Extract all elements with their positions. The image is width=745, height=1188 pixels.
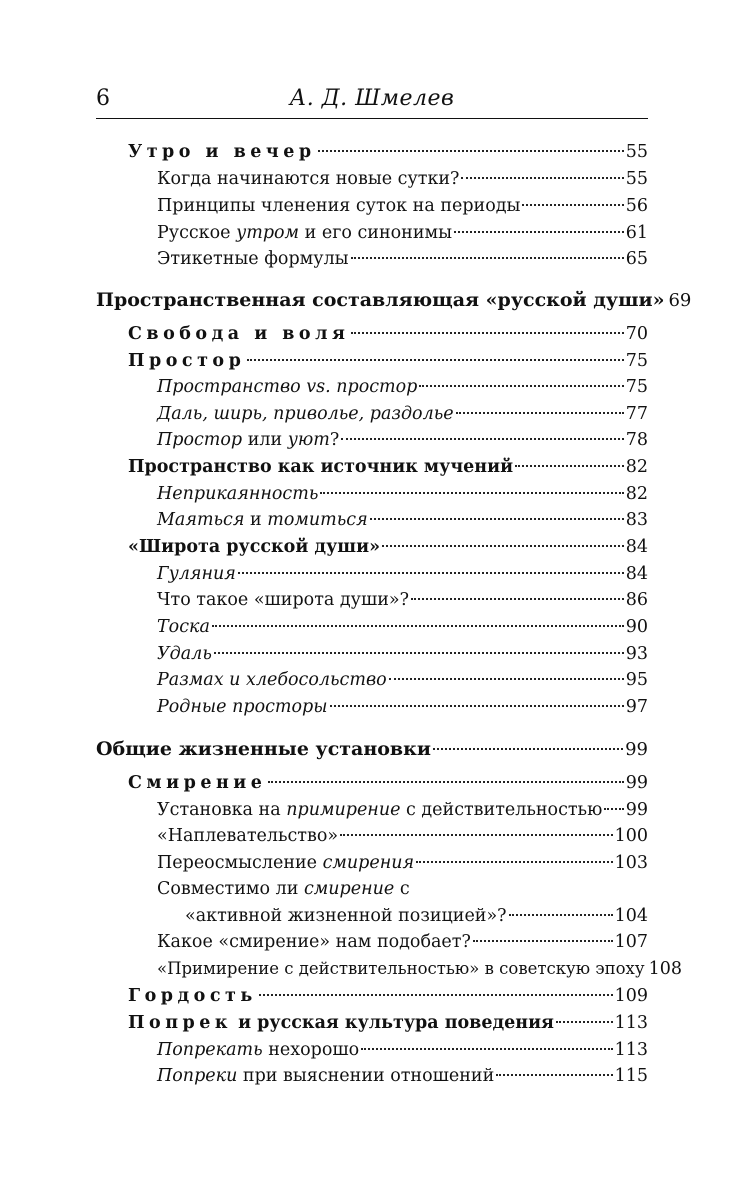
toc-leader-dots bbox=[341, 438, 623, 440]
toc-entry-title: «Примирение с действительностью» в советскую эпоху bbox=[157, 959, 645, 978]
toc-entry-page: 61 bbox=[625, 223, 648, 243]
title-part: и bbox=[244, 510, 268, 530]
toc-leader-dots bbox=[340, 834, 613, 836]
toc-entry-page: 84 bbox=[625, 537, 648, 557]
toc-entry-title: Пространство vs. простор bbox=[157, 377, 418, 397]
title-part: с bbox=[394, 879, 410, 899]
toc-entry-title bbox=[157, 876, 410, 902]
title-part: при выяснении отношений bbox=[237, 1066, 495, 1086]
title-part-italic: утром bbox=[236, 223, 300, 243]
toc-leader-dots bbox=[522, 204, 623, 206]
toc-leader-dots bbox=[351, 257, 624, 259]
title-part-italic: Попрекать bbox=[157, 1040, 263, 1060]
toc-entry-title: Свобода и воля bbox=[128, 324, 350, 344]
toc-leader-dots bbox=[382, 545, 624, 547]
toc-entry-title: Даль, ширь, приволье, раздолье bbox=[157, 404, 454, 424]
toc-entry-page: 107 bbox=[614, 932, 648, 952]
toc-entry-title: Простор bbox=[128, 351, 246, 371]
toc-entry-page: 55 bbox=[625, 169, 648, 189]
toc-entry[interactable] bbox=[128, 321, 648, 347]
toc-leader-dots bbox=[461, 177, 623, 179]
page-header bbox=[96, 82, 648, 119]
toc-entry-title bbox=[157, 427, 339, 453]
toc-entry-page: 83 bbox=[625, 510, 648, 530]
toc-leader-dots bbox=[496, 1074, 612, 1076]
toc-entry[interactable] bbox=[157, 220, 648, 246]
toc-leader-dots bbox=[433, 748, 623, 750]
toc-entry-title: Что такое «широта души»? bbox=[157, 590, 409, 610]
toc-entry[interactable] bbox=[128, 348, 648, 374]
toc-entry-page: 99 bbox=[625, 800, 648, 820]
toc-leader-dots bbox=[330, 705, 624, 707]
toc-entry-page: 84 bbox=[625, 564, 648, 584]
toc-entry[interactable] bbox=[157, 401, 648, 427]
title-part: с действительностью bbox=[400, 800, 603, 820]
toc-entry[interactable] bbox=[157, 246, 648, 272]
toc-entry-title: «Наплевательство» bbox=[157, 826, 339, 846]
toc-entry[interactable] bbox=[157, 507, 648, 533]
running-title: А. Д. Шмелев bbox=[289, 86, 455, 111]
toc-leader-dots bbox=[604, 808, 623, 810]
toc-leader-dots bbox=[515, 465, 624, 467]
toc-entry-title: Принципы членения суток на периоды bbox=[157, 196, 521, 216]
toc-entry-page: 108 bbox=[648, 959, 682, 979]
toc-entry-title: Неприкаянность bbox=[157, 484, 319, 504]
toc-entry[interactable] bbox=[157, 850, 648, 876]
page-number: 6 bbox=[96, 86, 110, 111]
toc-entry[interactable] bbox=[96, 287, 692, 313]
toc-entry-title: Пространство как источник мучений bbox=[128, 457, 514, 477]
toc-entry[interactable] bbox=[157, 956, 682, 982]
toc-leader-dots bbox=[320, 492, 623, 494]
toc-entry[interactable] bbox=[157, 929, 648, 955]
toc-leader-dots bbox=[411, 598, 624, 600]
toc-entry[interactable] bbox=[128, 454, 648, 480]
toc-entry-page: 113 bbox=[614, 1013, 648, 1033]
toc-entry[interactable] bbox=[96, 736, 648, 762]
title-part: и русская культура поведения bbox=[232, 1013, 554, 1033]
toc-leader-dots bbox=[556, 1021, 613, 1023]
toc-entry[interactable] bbox=[157, 587, 648, 613]
toc-entry-page: 93 bbox=[625, 644, 648, 664]
toc-leader-dots bbox=[509, 914, 613, 916]
toc-entry-title bbox=[157, 220, 452, 246]
toc-entry-page: 82 bbox=[625, 484, 648, 504]
toc-entry-page: 75 bbox=[625, 377, 648, 397]
toc-entry-page: 56 bbox=[625, 196, 648, 216]
toc-entry[interactable] bbox=[128, 139, 648, 165]
toc-entry-page: 90 bbox=[625, 617, 648, 637]
title-part-italic: уют bbox=[287, 430, 330, 450]
toc-entry-page: 113 bbox=[614, 1040, 648, 1060]
title-part-italic: Простор bbox=[157, 430, 243, 450]
toc-entry[interactable] bbox=[157, 823, 648, 849]
toc-entry-title: Гордость bbox=[128, 986, 257, 1006]
toc-entry-title bbox=[157, 1063, 494, 1089]
toc-entry-page: 82 bbox=[625, 457, 648, 477]
toc-leader-dots bbox=[212, 625, 624, 627]
toc-leader-dots bbox=[247, 359, 623, 361]
toc-leader-dots bbox=[456, 412, 624, 414]
toc-entry[interactable] bbox=[157, 166, 648, 192]
toc-leader-dots bbox=[238, 572, 624, 574]
toc-entry[interactable] bbox=[157, 614, 648, 640]
toc-entry-page: 55 bbox=[625, 142, 648, 162]
toc-entry-title: Смирение bbox=[128, 773, 267, 793]
toc-entry[interactable] bbox=[157, 641, 648, 667]
title-part: нехорошо bbox=[262, 1040, 360, 1060]
toc-entry-page: 97 bbox=[625, 697, 648, 717]
toc-entry-page: 75 bbox=[625, 351, 648, 371]
toc-entry-title: Этикетные формулы bbox=[157, 249, 349, 269]
toc-entry-page: 69 bbox=[668, 290, 692, 311]
toc-entry-title bbox=[157, 850, 414, 876]
title-part-italic: примирение bbox=[286, 800, 401, 820]
toc-entry-page: 115 bbox=[614, 1066, 648, 1086]
toc-entry[interactable] bbox=[157, 1037, 648, 1063]
toc-entry-title: Когда начинаются новые сутки? bbox=[157, 169, 460, 189]
toc-entry[interactable] bbox=[157, 797, 648, 823]
toc-entry-title bbox=[157, 1037, 359, 1063]
toc-entry-page: 78 bbox=[625, 430, 648, 450]
toc-entry[interactable] bbox=[157, 193, 648, 219]
toc-entry-title: Общие жизненные установки bbox=[96, 738, 431, 760]
toc-entry[interactable] bbox=[157, 427, 648, 453]
toc-entry[interactable] bbox=[157, 481, 648, 507]
toc-entry-page: 77 bbox=[625, 404, 648, 424]
toc-entry-page: 65 bbox=[625, 249, 648, 269]
toc-entry-title bbox=[157, 507, 368, 533]
toc-entry[interactable] bbox=[128, 534, 648, 560]
toc-entry[interactable] bbox=[157, 694, 648, 720]
toc-leader-dots bbox=[351, 332, 623, 334]
toc-entry-line[interactable] bbox=[157, 876, 410, 902]
toc-entry-title: Тоска bbox=[157, 617, 210, 637]
title-part-spaced: Попрек bbox=[128, 1013, 233, 1033]
toc-entry-page: 95 bbox=[625, 670, 648, 690]
title-part: или bbox=[242, 430, 288, 450]
toc-entry-title: Какое «смирение» нам подобает? bbox=[157, 932, 471, 952]
toc-entry-title bbox=[157, 797, 602, 823]
toc-leader-dots bbox=[318, 150, 624, 152]
toc-leader-dots bbox=[416, 861, 612, 863]
title-part: Совместимо ли bbox=[157, 879, 304, 899]
toc-entry-page: 70 bbox=[625, 324, 648, 344]
toc-entry[interactable] bbox=[157, 374, 648, 400]
toc-leader-dots bbox=[473, 940, 613, 942]
toc-entry-page: 109 bbox=[614, 986, 648, 1006]
toc-entry[interactable] bbox=[157, 561, 648, 587]
toc-entry-page: 99 bbox=[625, 773, 648, 793]
toc-entry-title: «активной жизненной позицией»? bbox=[185, 906, 507, 926]
title-part: ? bbox=[329, 430, 340, 450]
toc-leader-dots bbox=[361, 1048, 612, 1050]
title-part-italic: смирения bbox=[322, 853, 415, 873]
toc-leader-dots bbox=[419, 385, 623, 387]
toc-leader-dots bbox=[370, 518, 624, 520]
title-part-italic: Попреки bbox=[157, 1066, 238, 1086]
toc-entry[interactable] bbox=[157, 667, 648, 693]
title-part: Установка на bbox=[157, 800, 287, 820]
toc-entry-title bbox=[128, 1010, 554, 1036]
toc-entry-page: 103 bbox=[614, 853, 648, 873]
toc-entry-title: Родные просторы bbox=[157, 697, 328, 717]
toc-entry[interactable] bbox=[185, 903, 648, 929]
toc-entry-title: Пространственная составляющая «русской души» bbox=[96, 289, 665, 311]
toc-leader-dots bbox=[389, 678, 624, 680]
title-part: Переосмысление bbox=[157, 853, 323, 873]
toc-entry[interactable] bbox=[128, 1010, 648, 1036]
title-part-italic: томиться bbox=[267, 510, 368, 530]
title-part-italic: Маяться bbox=[157, 510, 245, 530]
toc-entry-title: Гуляния bbox=[157, 564, 236, 584]
toc-entry[interactable] bbox=[157, 1063, 648, 1089]
toc-entry-title: Размах и хлебосольство bbox=[157, 670, 387, 690]
title-part: и его синонимы bbox=[299, 223, 453, 243]
toc-entry-title: Удаль bbox=[157, 644, 212, 664]
toc-entry-page: 104 bbox=[614, 906, 648, 926]
title-part: Русское bbox=[157, 223, 237, 243]
title-part-italic: смирение bbox=[303, 879, 395, 899]
toc-entry[interactable] bbox=[128, 983, 648, 1009]
toc-entry-title: Утро и вечер bbox=[128, 142, 316, 162]
toc-leader-dots bbox=[454, 231, 624, 233]
toc-entry-page: 86 bbox=[625, 590, 648, 610]
toc-entry-title: «Широта русской души» bbox=[128, 537, 381, 557]
toc-entry-page: 99 bbox=[625, 739, 648, 760]
toc-leader-dots bbox=[268, 781, 623, 783]
toc-entry-page: 100 bbox=[614, 826, 648, 846]
toc-entry[interactable] bbox=[128, 770, 648, 796]
toc-leader-dots bbox=[214, 652, 624, 654]
toc-leader-dots bbox=[259, 994, 613, 996]
